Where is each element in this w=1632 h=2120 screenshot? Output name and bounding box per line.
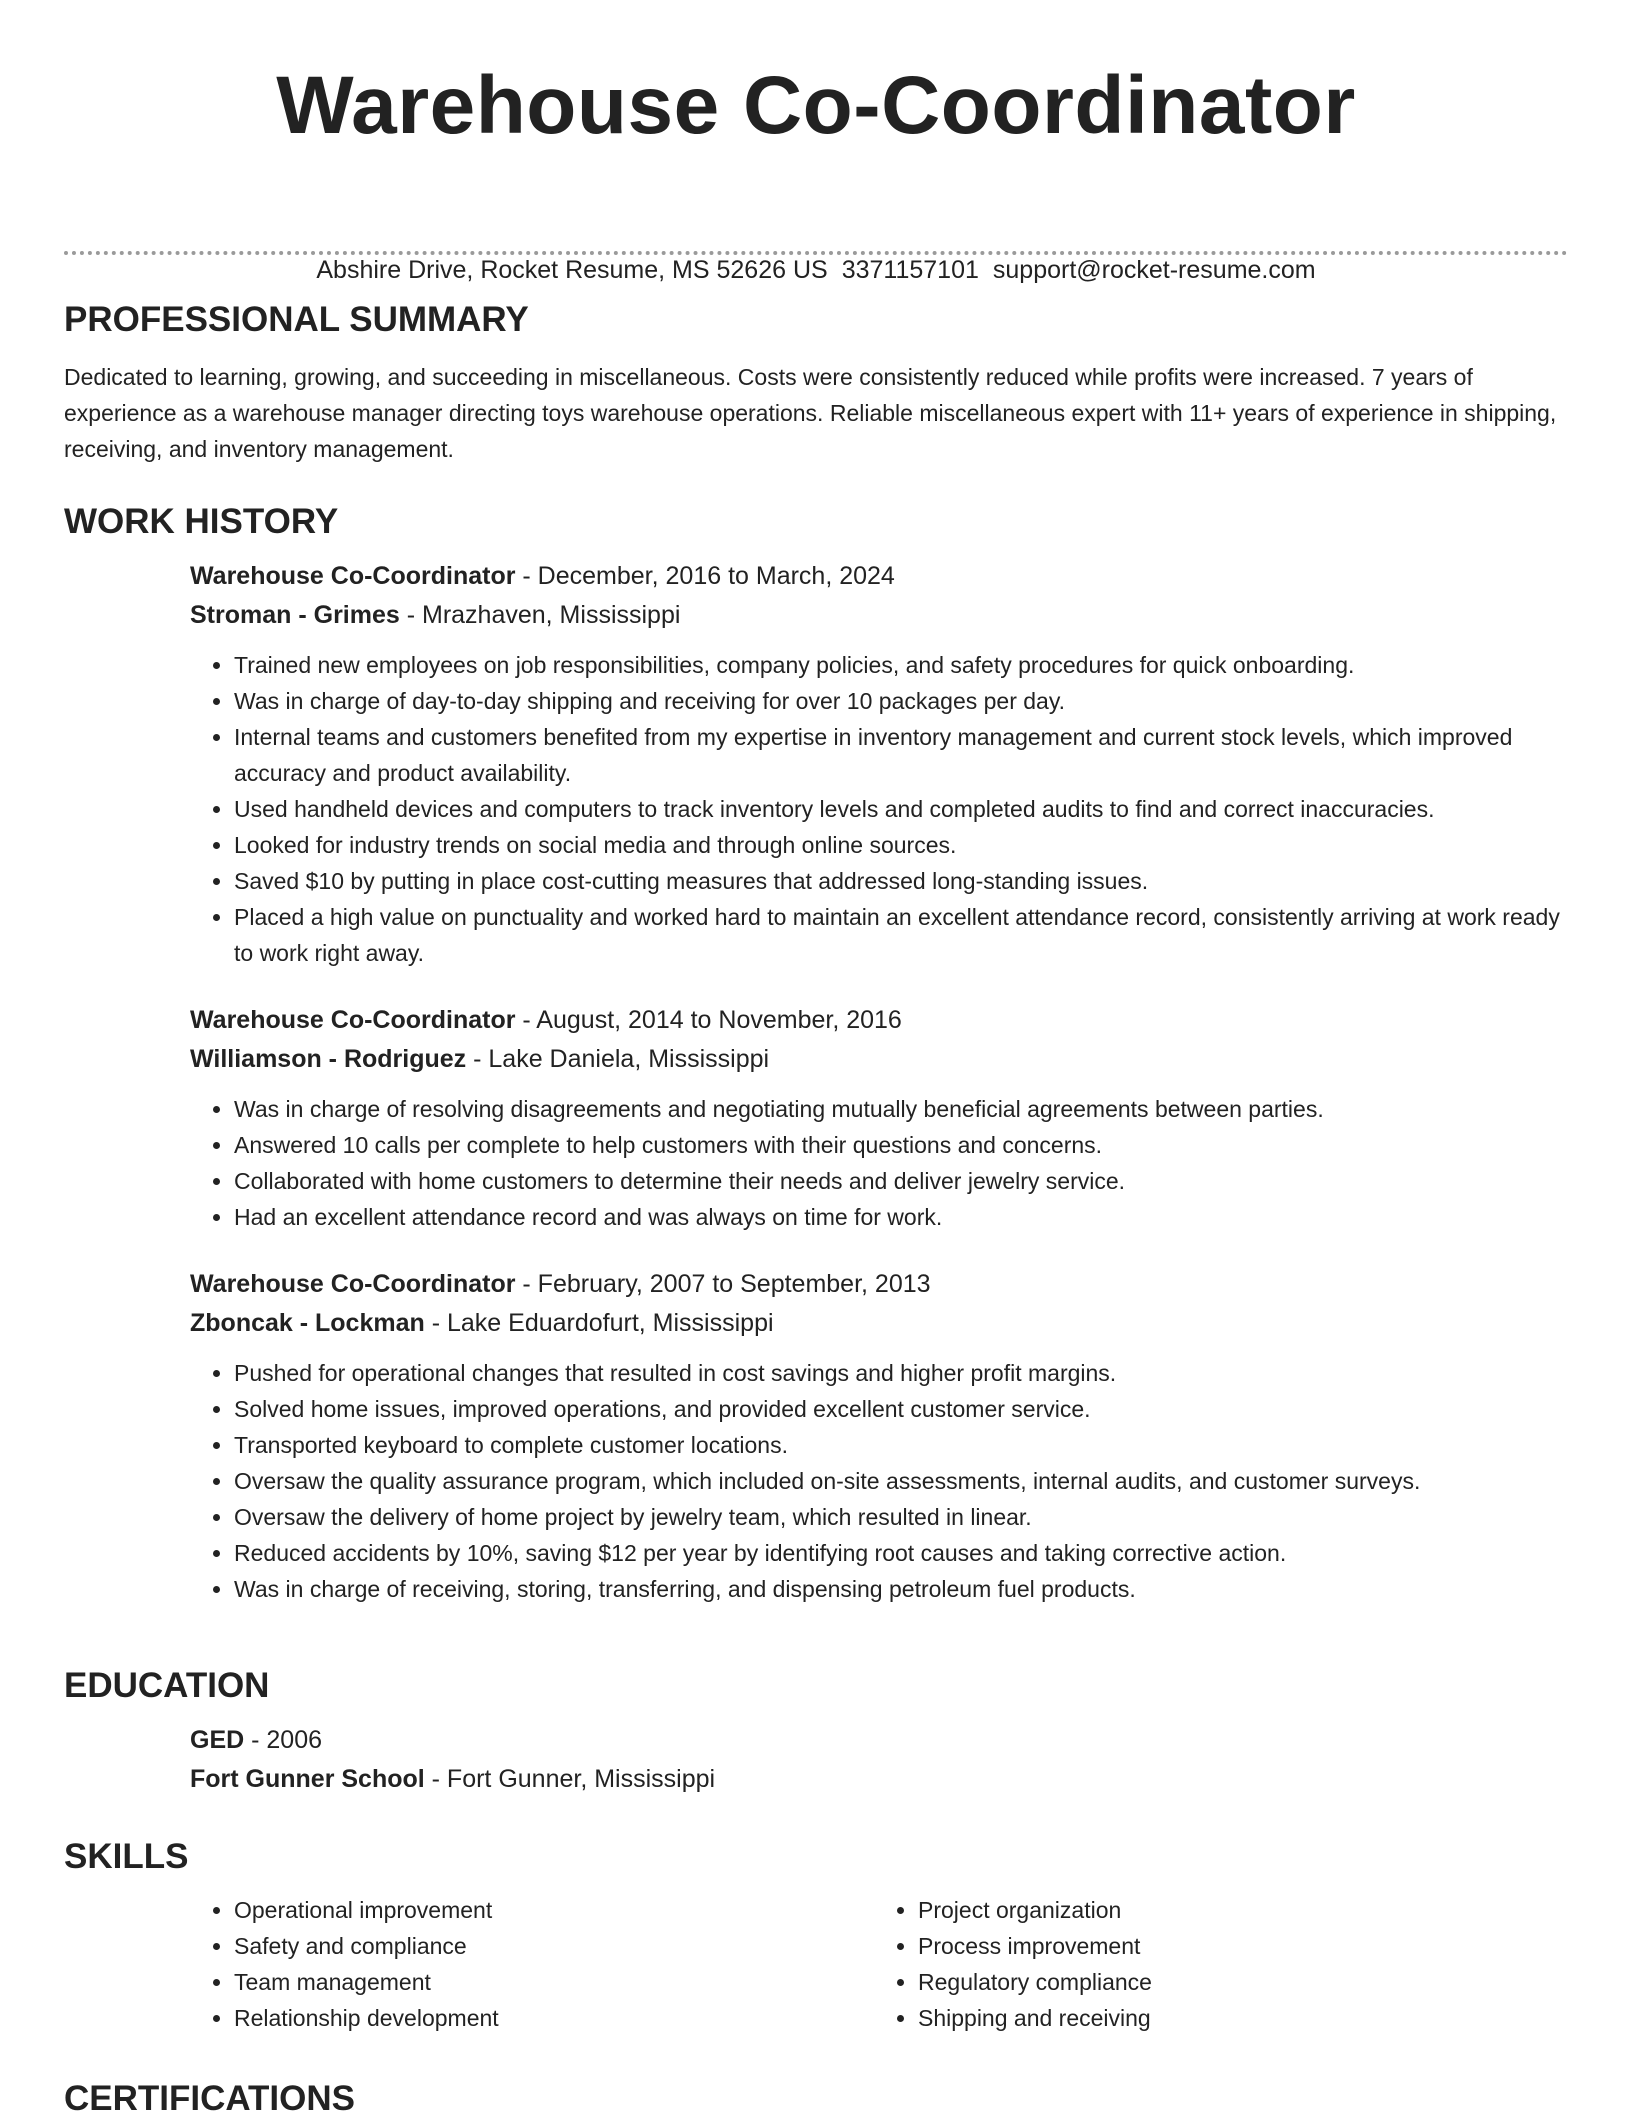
list-item: • Was in charge of resolving disagreements and negotiating mutually beneficial agreements between parties. — [234, 1091, 1568, 1127]
list-item: • Collaborated with home customers to determine their needs and deliver jewelry service. — [234, 1163, 1568, 1199]
job-entry-1 — [190, 557, 1568, 971]
list-item: • Oversaw the delivery of home project by jewelry team, which resulted in linear. — [234, 1499, 1568, 1535]
list-item: • Process improvement — [918, 1928, 1558, 1964]
job-dates: - August, 2014 to November, 2016 — [515, 1006, 902, 1034]
job-company-line — [190, 1040, 1568, 1079]
list-item: • Regulatory compliance — [918, 1964, 1558, 2000]
list-item: • Safety and compliance — [234, 1928, 874, 1964]
skills-column-right — [874, 1892, 1558, 2036]
job-bullets — [190, 1355, 1568, 1607]
job-entry-2 — [190, 1001, 1568, 1235]
education-entry — [190, 1721, 1568, 1799]
contact-email[interactable]: support@rocket-resume.com — [992, 256, 1316, 284]
list-item: • Internal teams and customers benefited from my expertise in inventory management and current stock levels, which improved accuracy and product availability. — [234, 719, 1568, 791]
school-location: - Fort Gunner, Mississippi — [424, 1765, 716, 1793]
school-line — [190, 1760, 1568, 1799]
list-item: • Operational improvement — [234, 1892, 874, 1928]
job-title-line — [190, 1265, 1568, 1304]
certifications-title: CERTIFICATIONS — [64, 2079, 356, 2118]
job-company-line — [190, 1304, 1568, 1343]
contact-line — [0, 255, 1632, 285]
list-item: • Solved home issues, improved operations, and provided excellent customer service. — [234, 1391, 1568, 1427]
job-company: Zboncak - Lockman — [190, 1309, 425, 1337]
certifications-section — [64, 2078, 1568, 2120]
job-bullets — [190, 1091, 1568, 1235]
job-bullets — [190, 647, 1568, 971]
list-item: • Was in charge of receiving, storing, transferring, and dispensing petroleum fuel products. — [234, 1571, 1568, 1607]
list-item: • Was in charge of day-to-day shipping and receiving for over 10 packages per day. — [234, 683, 1568, 719]
list-item: • Project organization — [918, 1892, 1558, 1928]
job-title-line — [190, 557, 1568, 596]
job-role: Warehouse Co-Coordinator — [190, 1270, 516, 1298]
school-name: Fort Gunner School — [190, 1765, 425, 1793]
list-item: • Answered 10 calls per complete to help customers with their questions and concerns. — [234, 1127, 1568, 1163]
list-item: • Had an excellent attendance record and was always on time for work. — [234, 1199, 1568, 1235]
contact-phone: 3371157101 — [841, 256, 979, 284]
summary-title: PROFESSIONAL SUMMARY — [64, 300, 529, 339]
job-dates: - December, 2016 to March, 2024 — [515, 562, 895, 590]
skills-section — [64, 1836, 1568, 2036]
list-item: • Relationship development — [234, 2000, 874, 2036]
job-company: Williamson - Rodriguez — [190, 1045, 467, 1073]
resume-header — [64, 0, 1568, 284]
list-item: • Used handheld devices and computers to track inventory levels and completed audits to find and correct inaccuracies. — [234, 791, 1568, 827]
job-company: Stroman - Grimes — [190, 601, 400, 629]
contact-address: Abshire Drive, Rocket Resume, MS 52626 US — [316, 256, 828, 284]
list-item: • Shipping and receiving — [918, 2000, 1558, 2036]
degree: GED — [190, 1726, 245, 1754]
list-item: • Reduced accidents by 10%, saving $12 per year by identifying root causes and taking corrective action. — [234, 1535, 1568, 1571]
job-location: - Mrazhaven, Mississippi — [399, 601, 681, 629]
list-item: • Trained new employees on job responsibilities, company policies, and safety procedures for quick onboarding. — [234, 647, 1568, 683]
job-role: Warehouse Co-Coordinator — [190, 1006, 516, 1034]
job-entry-3 — [190, 1265, 1568, 1607]
job-location: - Lake Daniela, Mississippi — [466, 1045, 770, 1073]
list-item: • Looked for industry trends on social media and through online sources. — [234, 827, 1568, 863]
education-section — [64, 1665, 1568, 1799]
job-list — [190, 557, 1568, 1607]
header-divider — [64, 251, 1568, 255]
job-dates: - February, 2007 to September, 2013 — [515, 1270, 931, 1298]
summary-section — [64, 299, 1568, 467]
list-item: • Transported keyboard to complete customer locations. — [234, 1427, 1568, 1463]
work-history-section — [64, 501, 1568, 1637]
skills-column-left — [190, 1892, 874, 2036]
education-title: EDUCATION — [64, 1666, 270, 1705]
degree-line — [190, 1721, 1568, 1760]
list-item: • Team management — [234, 1964, 874, 2000]
candidate-name: Warehouse Co-Coordinator — [276, 60, 1356, 151]
job-location: - Lake Eduardofurt, Mississippi — [424, 1309, 774, 1337]
list-item: • Placed a high value on punctuality and worked hard to maintain an excellent attendance record, consistently arriving at work ready to work right away. — [234, 899, 1568, 971]
job-company-line — [190, 596, 1568, 635]
summary-text: Dedicated to learning, growing, and succeeding in miscellaneous. Costs were consistently reduced while profits were increased. 7 years of experience as a warehouse manager directing toys warehouse operations. Reliable miscellaneous expert with 11+ years of experience in shipping, receiving, and inventory management. — [64, 364, 1557, 462]
skills-grid — [190, 1892, 1568, 2036]
list-item: • Pushed for operational changes that resulted in cost savings and higher profit margins. — [234, 1355, 1568, 1391]
skills-title: SKILLS — [64, 1837, 189, 1876]
job-title-line — [190, 1001, 1568, 1040]
work-history-title: WORK HISTORY — [64, 502, 339, 541]
job-role: Warehouse Co-Coordinator — [190, 562, 516, 590]
degree-year: - 2006 — [244, 1726, 323, 1754]
list-item: • Oversaw the quality assurance program, which included on-site assessments, internal audits, and customer surveys. — [234, 1463, 1568, 1499]
list-item: • Saved $10 by putting in place cost-cutting measures that addressed long-standing issues. — [234, 863, 1568, 899]
